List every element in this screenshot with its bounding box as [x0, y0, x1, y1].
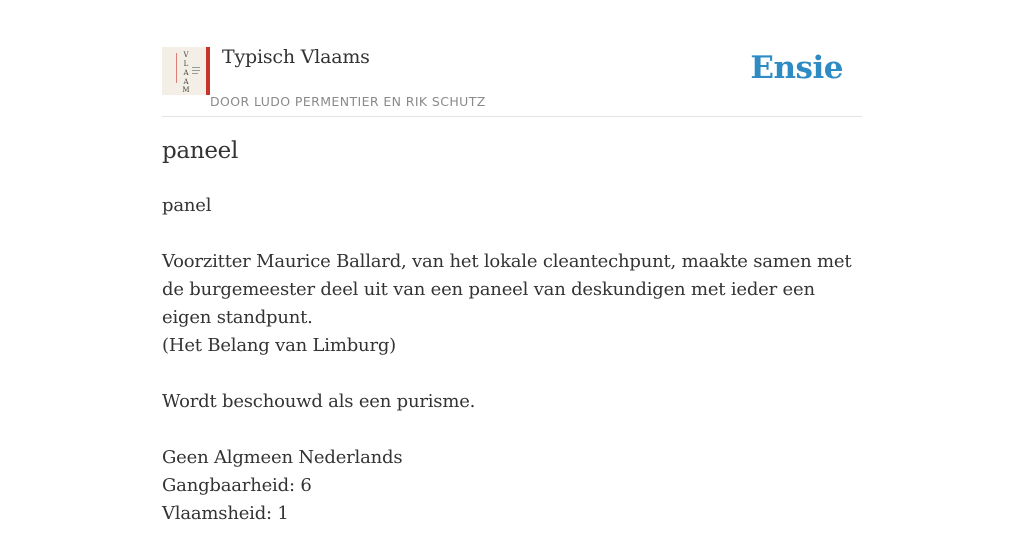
- svg-text:A: A: [183, 69, 189, 77]
- quote-source: (Het Belang van Limburg): [162, 335, 396, 356]
- byline: DOOR LUDO PERMENTIER EN RIK SCHUTZ: [210, 94, 486, 109]
- info-line-gangbaarheid: Gangbaarheid: 6: [162, 475, 312, 496]
- note-text: Wordt beschouwd als een purisme.: [162, 391, 476, 412]
- svg-text:M: M: [182, 86, 190, 94]
- info-line-language: Geen Algmeen Nederlands: [162, 447, 403, 468]
- post-title: paneel: [162, 138, 239, 164]
- translation-text: panel: [162, 195, 212, 216]
- info-line-vlaamsheid: Vlaamsheid: 1: [162, 503, 289, 524]
- quote-block: [162, 248, 862, 360]
- info-block: [162, 444, 862, 528]
- svg-text:A: A: [183, 78, 189, 86]
- quote-text: Voorzitter Maurice Ballard, van het lokale cleantechpunt, maakte samen met de burgemeester deel uit van een paneel van deskundigen met ieder een eigen standpunt.: [162, 251, 852, 328]
- blog-header: [162, 44, 862, 117]
- svg-text:V: V: [183, 51, 189, 59]
- ensie-logo-link[interactable]: Ensie: [750, 50, 843, 86]
- typisch-vlaams-logo-icon[interactable]: [162, 47, 210, 95]
- blog-title[interactable]: Typisch Vlaams: [222, 46, 370, 68]
- svg-text:L: L: [183, 60, 189, 68]
- post-body: [162, 192, 862, 556]
